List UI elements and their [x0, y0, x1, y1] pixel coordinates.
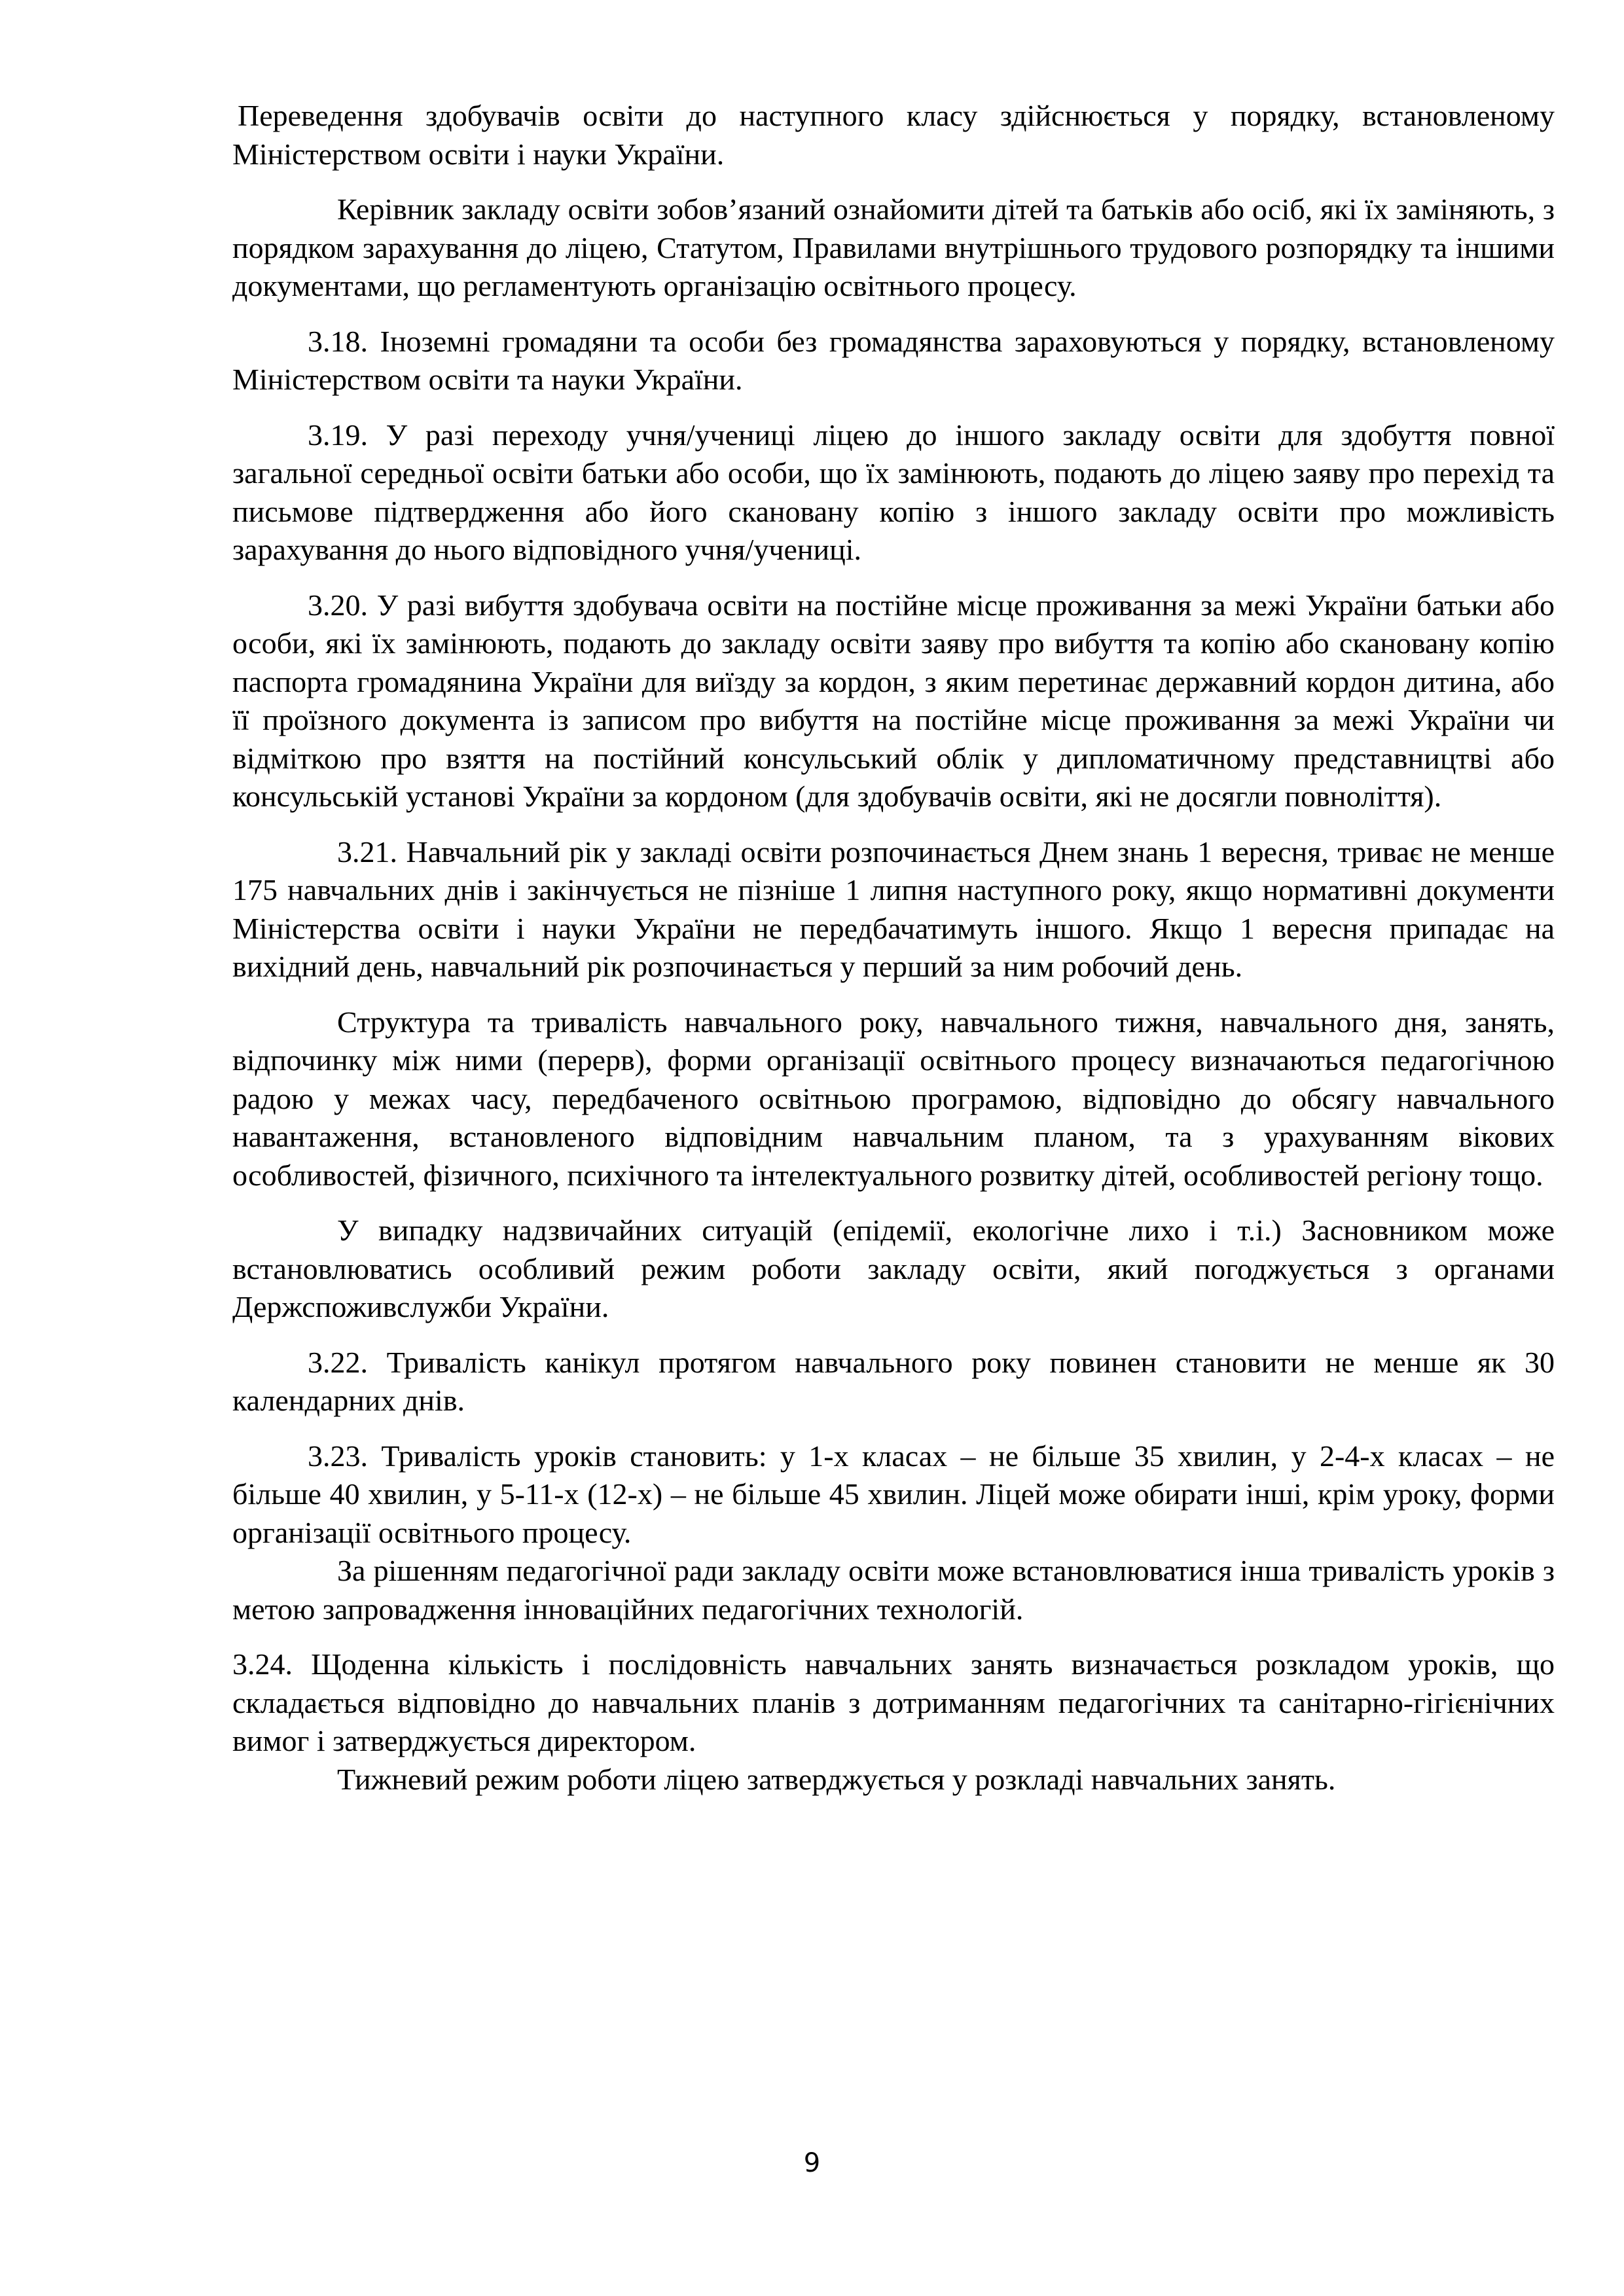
- paragraph-3-20: 3.20. У разі вибуття здобувача освіти на постійне місце проживання за межі України батьки або особи, які їх замінюють, подають до закладу освіти заяву про вибуття та копію або скановану копію паспорта громадянина України для виїзду за кордон, з яким перетинає державний кордон дитина, або її проїзного документа із записом про вибуття на постійне місце проживання за межі України чи відміткою про взяття на постійний консульський облік у дипломатичному представництві або консульській установі України за кордоном (для здобувачів освіти, які не досягли повноліття).: [232, 588, 1555, 813]
- paragraph-head-duty: Керівник закладу освіти зобов’язаний ознайомити дітей та батьків або осіб, які їх заміняють, з порядком зарахування до ліцею, Статутом, Правилами внутрішнього трудового розпорядку та іншими документами, що регламентують організацію освітнього процесу.: [232, 192, 1555, 302]
- paragraph-3-18: 3.18. Іноземні громадяни та особи без громадянства зараховуються у порядку, встановленому Міністерством освіти та науки України.: [232, 324, 1555, 396]
- paragraph-emergency: У випадку надзвичайних ситуацій (епідемії, екологічне лихо і т.і.) Засновником може встановлюватись особливий режим роботи закладу освіти, який погоджується з органами Держспоживслужби України.: [232, 1213, 1555, 1323]
- paragraph-3-24: 3.24. Щоденна кількість і послідовність навчальних занять визначається розкладом уроків, що складається відповідно до навчальних планів з дотриманням педагогічних та санітарно-гігієнічних вимог і затверджується директором.: [232, 1647, 1555, 1757]
- paragraph-3-19: 3.19. У разі переходу учня/учениці ліцею до іншого закладу освіти для здобуття повної загальної середньої освіти батьки або особи, що їх замінюють, подають до ліцею заяву про перехід та письмове підтвердження або його скановану копію з іншого закладу освіти про можливість зарахування до нього відповідного учня/учениці.: [232, 418, 1555, 566]
- paragraph-3-23: 3.23. Тривалість уроків становить: у 1-х класах – не більше 35 хвилин, у 2-4-х класах – не більше 40 хвилин, у 5-11-х (12-х) – не більше 45 хвилин. Ліцей може обирати інші, крім уроку, форми організації освітнього процесу.: [232, 1439, 1555, 1549]
- paragraph-transfer: Переведення здобувачів освіти до наступного класу здійснюється у порядку, встановленому Міністерством освіти і науки України.: [232, 99, 1555, 171]
- paragraph-ped-council: За рішенням педагогічної ради закладу освіти може встановлюватися інша тривалість уроків з метою запровадження інноваційних педагогічних технологій.: [232, 1554, 1555, 1626]
- paragraph-3-21: 3.21. Навчальний рік у закладі освіти розпочинається Днем знань 1 вересня, триває не менше 175 навчальних днів і закінчується не пізніше 1 липня наступного року, якщо нормативні документи Міністерства освіти і науки України не передбачатимуть іншого. Якщо 1 вересня припадає на вихідний день, навчальний рік розпочинається у перший за ним робочий день.: [232, 834, 1555, 983]
- paragraph-3-22: 3.22. Тривалість канікул протягом навчального року повинен становити не менше як 30 календарних днів.: [232, 1345, 1555, 1417]
- document-page: [232, 97, 1555, 1799]
- paragraph-structure: Структура та тривалість навчального року, навчального тижня, навчального дня, занять, відпочинку між ними (перерв), форми організації освітнього процесу визначаються педагогічною радою у межах часу, передбаченого освітньою програмою, відповідно до обсягу навчального навантаження, встановленого відповідним навчальним планом, та з урахуванням вікових особливостей, фізичного, психічного та інтелектуального розвитку дітей, особливостей регіону тощо.: [232, 1005, 1555, 1192]
- page-number: 9: [803, 2148, 821, 2178]
- paragraph-weekly: Тижневий режим роботи ліцею затверджується у розкладі навчальних занять.: [337, 1762, 1336, 1796]
